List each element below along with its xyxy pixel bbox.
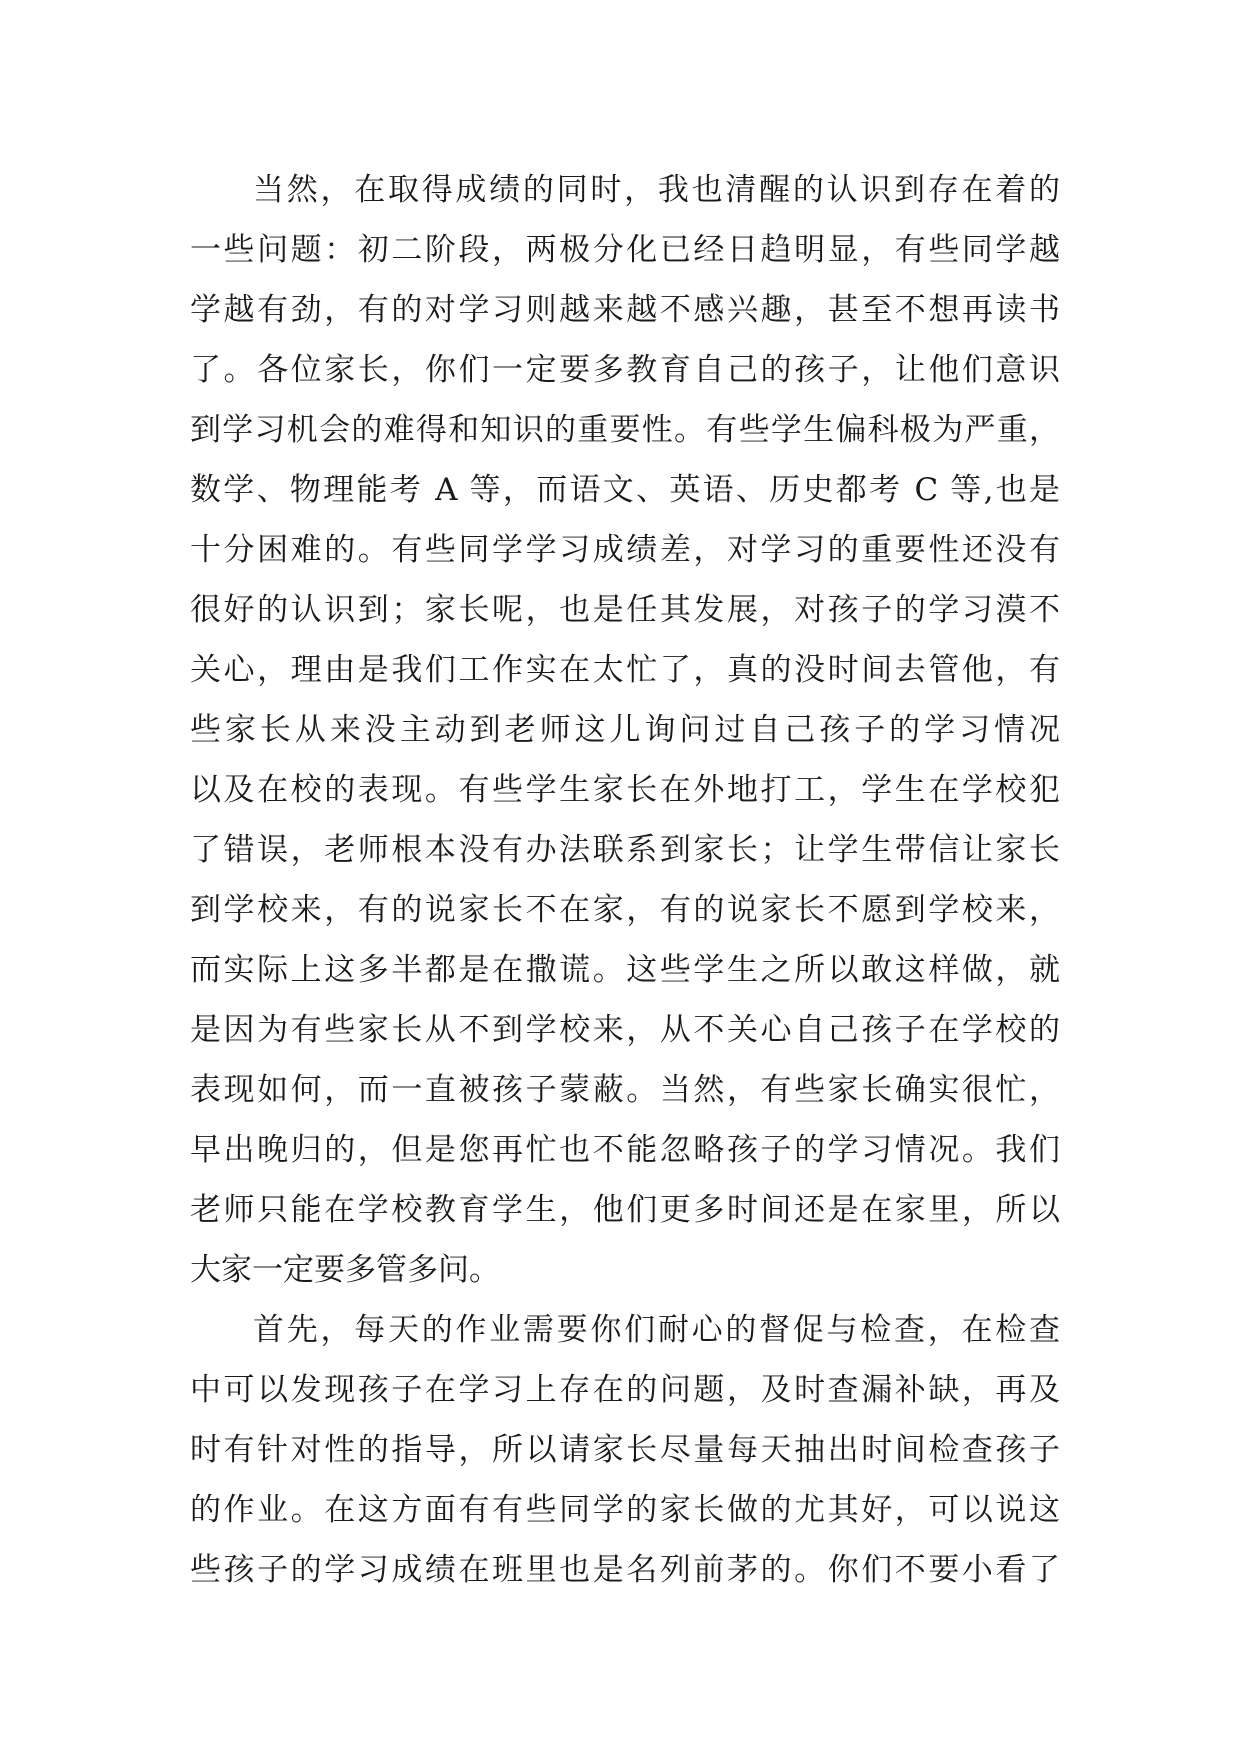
text-line: 当然，在取得成绩的同时，我也清醒的认识到存在着的 <box>253 172 1060 208</box>
text-line: 很好的认识到；家长呢，也是任其发展，对孩子的学习漠不 <box>190 592 1060 628</box>
text-line: 首先，每天的作业需要你们耐心的督促与检查，在检查 <box>253 1312 1060 1348</box>
text-line: 关心，理由是我们工作实在太忙了，真的没时间去管他，有 <box>190 652 1060 688</box>
text-line: 些家长从来没主动到老师这儿询问过自己孩子的学习情况 <box>190 712 1060 748</box>
text-line: 一些问题：初二阶段，两极分化已经日趋明显，有些同学越 <box>190 232 1060 268</box>
text-line: 了错误，老师根本没有办法联系到家长；让学生带信让家长 <box>190 832 1060 868</box>
text-line: 时有针对性的指导，所以请家长尽量每天抽出时间检查孩子 <box>190 1432 1060 1468</box>
text-line: 以及在校的表现。有些学生家长在外地打工，学生在学校犯 <box>190 772 1060 808</box>
text-line: 到学习机会的难得和知识的重要性。有些学生偏科极为严重， <box>190 412 1060 448</box>
paragraph-1 <box>190 160 1060 1300</box>
paragraph-2 <box>190 1300 1060 1600</box>
text-line: 数学、物理能考 A 等，而语文、英语、历史都考 C 等,也是 <box>190 472 1060 508</box>
text-line: 学越有劲，有的对学习则越来越不感兴趣，甚至不想再读书 <box>190 292 1060 328</box>
text-line: 早出晚归的，但是您再忙也不能忽略孩子的学习情况。我们 <box>190 1132 1060 1168</box>
text-line: 大家一定要多管多问。 <box>190 1252 500 1288</box>
text-line: 些孩子的学习成绩在班里也是名列前茅的。你们不要小看了 <box>190 1552 1060 1588</box>
text-line: 是因为有些家长从不到学校来，从不关心自己孩子在学校的 <box>190 1012 1060 1048</box>
text-line: 中可以发现孩子在学习上存在的问题，及时查漏补缺，再及 <box>190 1372 1060 1408</box>
body-text <box>190 160 1060 1600</box>
text-line: 到学校来，有的说家长不在家，有的说家长不愿到学校来， <box>190 892 1060 928</box>
text-line: 而实际上这多半都是在撒谎。这些学生之所以敢这样做，就 <box>190 952 1060 988</box>
text-line: 老师只能在学校教育学生，他们更多时间还是在家里，所以 <box>190 1192 1060 1228</box>
text-line: 的作业。在这方面有有些同学的家长做的尤其好，可以说这 <box>190 1492 1060 1528</box>
text-line: 十分困难的。有些同学学习成绩差，对学习的重要性还没有 <box>190 532 1060 568</box>
text-line: 表现如何，而一直被孩子蒙蔽。当然，有些家长确实很忙， <box>190 1072 1060 1108</box>
text-line: 了。各位家长，你们一定要多教育自己的孩子，让他们意识 <box>190 352 1060 388</box>
